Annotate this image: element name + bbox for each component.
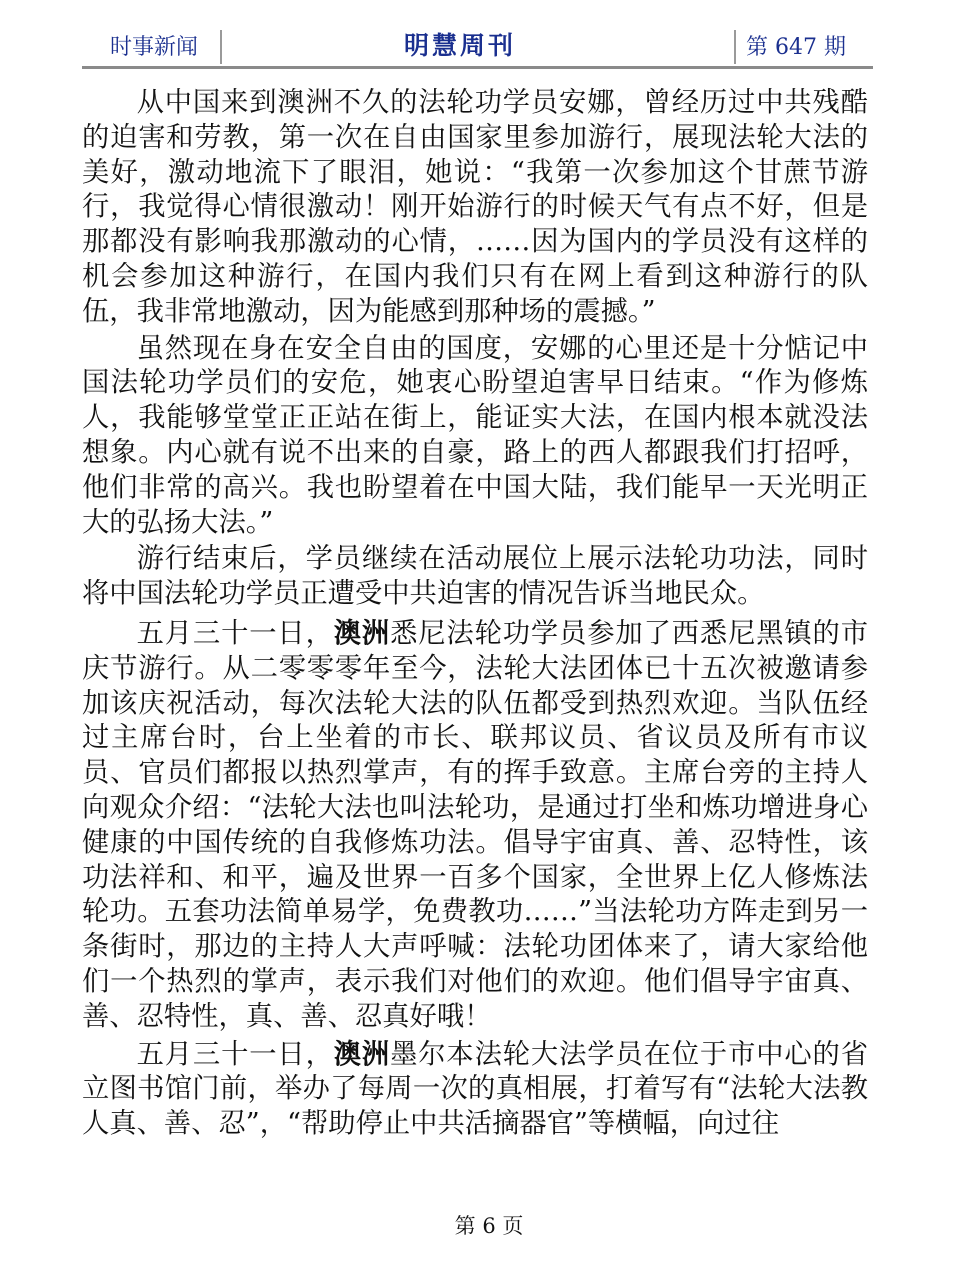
paragraph-rest: 悉尼法轮功学员参加了西悉尼黑镇的市庆节游行。从二零零零年至今，法轮大法团体已十五次被邀请参加该庆祝活动，每次法轮大法的队伍都受到热烈欢迎。当队伍经过主席台时，台上坐着的市长、联邦议员、省议员及所有市议员、官员们都报以热烈掌声，有的挥手致意。主席台旁的主持人向观众介绍：“法轮大法也叫法轮功，是通过打坐和炼功增进身心健康的中国传统的自我修炼功法。倡导宇宙真、善、忍特性，该功法祥和、和平，遍及世界一百多个国家，全世界上亿人修炼法轮功。五套功法简单易学，免费教功……”当法轮功方阵走到另一条街时，那边的主持人大声呼喊：法轮功团体来了，请大家给他们一个热烈的掌声，表示我们对他们的欢迎。他们倡导宇宙真、善、忍特性，真、善、忍真好哦！	[82, 617, 869, 1032]
paragraph	[82, 616, 868, 1035]
paragraph: 虽然现在身在安全自由的国度，安娜的心里还是十分惦记中国法轮功学员们的安危，她衷心盼望迫害早日结束。“作为修炼人，我能够堂堂正正站在街上，能证实大法，在国内根本就没法想象。内心就有说不出来的自豪，路上的西人都跟我们打招呼，他们非常的高兴。我也盼望着在中国大陆，我们能早一天光明正大的弘扬大法。”	[82, 332, 868, 538]
header-section-title: 时事新闻	[110, 35, 199, 60]
paragraph-lead: 五月三十一日，	[136, 1038, 334, 1070]
paragraph-lead: 五月三十一日，	[136, 617, 334, 649]
highlighted-keyword: 澳洲	[333, 616, 391, 649]
article-body	[82, 86, 868, 1142]
page-header	[82, 22, 873, 70]
header-divider	[220, 30, 222, 64]
paragraph	[82, 1037, 868, 1142]
header-issue-number: 第 647 期	[746, 35, 846, 60]
paragraph: 从中国来到澳洲不久的法轮功学员安娜，曾经历过中共残酷的迫害和劳教，第一次在自由国家里参加游行，展现法轮大法的美好，激动地流下了眼泪，她说：“我第一次参加这个甘蔗节游行，我觉得心情很激动！刚开始游行的时候天气有点不好，但是那都没有影响我那激动的心情，……因为国内的学员没有这样的机会参加这种游行，在国内我们只有在网上看到这种游行的队伍，我非常地激动，因为能感到那种场的震撼。”	[82, 87, 868, 327]
page-number: 第 6 页	[454, 1214, 524, 1238]
header-brand-title: 明慧周刊	[404, 31, 517, 60]
highlighted-keyword: 澳洲	[333, 1037, 391, 1070]
header-rule	[82, 66, 873, 69]
paragraph: 游行结束后，学员继续在活动展位上展示法轮功功法，同时将中国法轮功学员正遭受中共迫害的情况告诉当地民众。	[82, 543, 868, 610]
header-divider	[734, 30, 736, 64]
paragraph-rest: 墨尔本法轮大法学员在位于市中心的省立图书馆门前，举办了每周一次的真相展，打着写有“法轮大法教人真、善、忍”，“帮助停止中共活摘器官”等横幅，向过往	[82, 1038, 869, 1140]
